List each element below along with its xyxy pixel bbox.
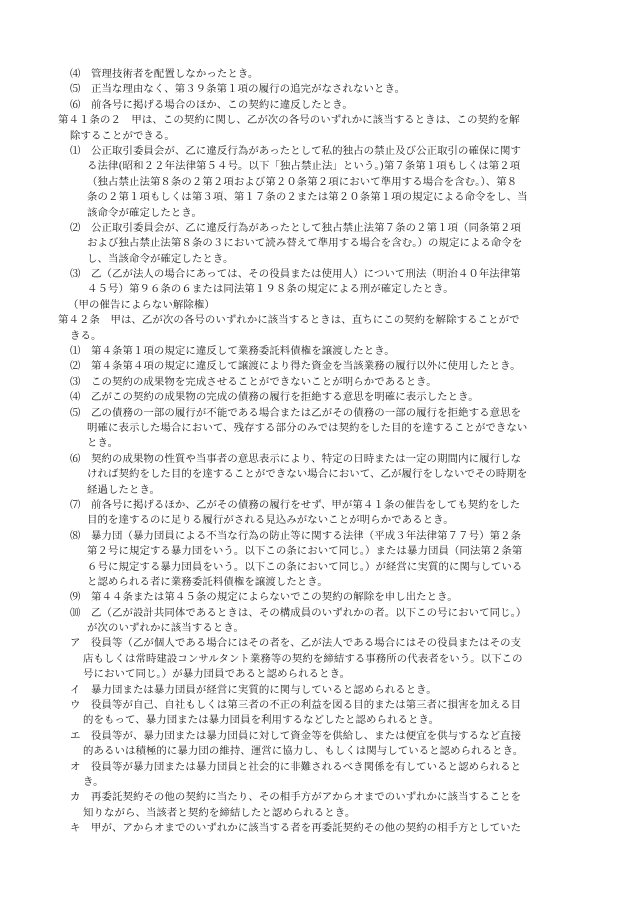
text-line: キ 甲が、アからオまでのいずれかに該当する者を再委託契約その他の契約の相手方としていた (70, 822, 522, 835)
text-line: ければ契約をした目的を達することができない場合において、乙が履行をしないでその時期を (87, 468, 528, 481)
text-line: きる。 (70, 329, 102, 342)
text-line: 該命令が確定したとき。 (87, 206, 202, 219)
text-line: し、当該命令が確定したとき。 (87, 252, 234, 265)
text-line: ⑴ 第４条第１項の規定に違反して業務委託料債権を譲渡したとき。 (70, 345, 395, 358)
text-line: 的あるいは積極的に暴力団の維持、運営に協力し、もしくは関与していると認められるとき。 (83, 745, 524, 758)
text-line: ⑺ 前各号に掲げるほか、乙がその債務の履行をせず、甲が第４１条の催告をしても契約をした (70, 498, 521, 511)
text-line: ⑸ 正当な理由なく、第３９条第１項の履行の追完がなされないとき。 (70, 83, 406, 96)
text-line: ⑹ 契約の成果物の性質や当事者の意思表示により、特定の日時または一定の期間内に履行しな (70, 452, 522, 465)
text-line: 知りながら、当該者と契約を締結したと認められるとき。 (83, 806, 356, 819)
text-line: ⑷ 管理技術者を配置しなかったとき。 (70, 68, 259, 80)
text-line: ⑸ 乙の債務の一部の履行が不能である場合または乙がその債務の一部の履行を拒絶する意思を (70, 406, 522, 419)
text-line: 的をもって、暴力団または暴力団員を利用するなどしたと認められるとき。 (83, 714, 440, 727)
text-line: ⑴ 公正取引委員会が、乙に違反行為があったとして私的独占の禁止及び公正取引の確保に関す (70, 144, 521, 157)
text-line: イ 暴力団または暴力団員が経営に実質的に関与していると認められるとき。 (70, 683, 437, 696)
text-line: ６号に規定する暴力団員をいう。以下この条において同じ。）が経営に実質的に関与している (87, 560, 523, 573)
section-heading: （甲の催告によらない解除権） (68, 298, 215, 311)
text-line: 目的を達するのに足りる履行がされる見込みがないことが明らかであるとき。 (87, 514, 454, 527)
text-line: と認められる者に業務委託料債権を譲渡したとき。 (87, 575, 328, 588)
text-line: 条の２第１項もしくは第３項、第１７条の２または第２０条第１項の規定による命令をし、当 (87, 191, 528, 204)
text-line: ⑶ この契約の成果物を完成させることができないことが明らかであるとき。 (70, 375, 437, 388)
text-line: ⑷ 乙がこの契約の成果物の完成の債務の履行を拒絶する意思を明確に表示したとき。 (70, 391, 479, 404)
text-line: ⑹ 前各号に掲げる場合のほか、この契約に違反したとき。 (70, 98, 353, 111)
text-line: および独占禁止法第８条の３において読み替えて準用する場合を含む。）の規定による命令を (87, 237, 523, 250)
text-line: ⑵ 第４条第４項の規定に違反して譲渡により得た資金を当該業務の履行以外に使用したとき。 (70, 360, 521, 373)
text-line: ４５号）第９６条の６または同法第１９８条の規定による刑が確定したとき。 (87, 283, 454, 296)
text-line: ⑼ 第４４条または第４５条の規定によらないでこの契約の解除を申し出たとき。 (70, 591, 458, 604)
text-line: 店もしくは常時建設コンサルタント業務等の契約を締結する事務所の代表者をいう。以下この (83, 652, 523, 665)
text-line: る法律(昭和２２年法律第５４号。以下「独占禁止法」という。)第７条第１項もしくは第２項 (87, 160, 521, 173)
text-line: き。 (83, 775, 104, 788)
text-line: 除することができる。 (70, 129, 175, 142)
text-line: が次のいずれかに該当するとき。 (87, 622, 244, 635)
article-line: 第４１条の２ 甲は、この契約に関し、乙が次の各号のいずれかに該当するときは、この契約を解 (58, 114, 520, 127)
text-line: 経過したとき。 (87, 483, 161, 496)
text-line: ⑽ 乙（乙が設計共同体であるときは、その構成員のいずれかの者。以下この号において同じ。） (70, 606, 527, 619)
text-line: 明確に表示した場合において、残存する部分のみでは契約をした目的を達することができない (87, 421, 528, 434)
text-line: ⑵ 公正取引委員会が、乙に違反行為があったとして独占禁止法第７条の２第１項（同条第２項 (70, 221, 521, 234)
text-line: オ 役員等が暴力団または暴力団員と社会的に非難されるべき関係を有していると認められると (70, 760, 522, 773)
text-line: カ 再委託契約その他の契約に当たり、その相手方がアからオまでのいずれかに該当することを (70, 791, 522, 804)
text-line: ⑶ 乙（乙が法人の場合にあっては、その役員または使用人）について刑法（明治４０年法律第 (70, 268, 521, 281)
text-line: ウ 役員等が自己、自社もしくは第三者の不正の利益を図る目的または第三者に損害を加える目 (70, 699, 522, 712)
article-line: 第４２条 甲は、乙が次の各号のいずれかに該当するときは、直ちにこの契約を解除することがで (58, 314, 520, 327)
text-line: ア 役員等（乙が個人である場合にはその者を、乙が法人である場合にはその役員またはその支 (70, 637, 522, 650)
contract-text-body (58, 67, 578, 837)
text-line: 号において同じ。）が暴力団員であると認められるとき。 (83, 668, 351, 681)
text-line: （独占禁止法第８条の２第２項および第２０条第２項において準用する場合を含む。）、第８ (87, 175, 518, 188)
text-line: ⑻ 暴力団（暴力団員による不当な行為の防止等に関する法律（平成３年法律第７７号）第２条 (70, 529, 522, 542)
text-line: とき。 (87, 437, 119, 450)
text-line: 第２号に規定する暴力団をいう。以下この条において同じ。）または暴力団員（同法第２条第 (87, 545, 523, 558)
text-line: エ 役員等が、暴力団または暴力団員に対して資金等を供給し、または便宜を供与するなど直接 (70, 729, 522, 742)
